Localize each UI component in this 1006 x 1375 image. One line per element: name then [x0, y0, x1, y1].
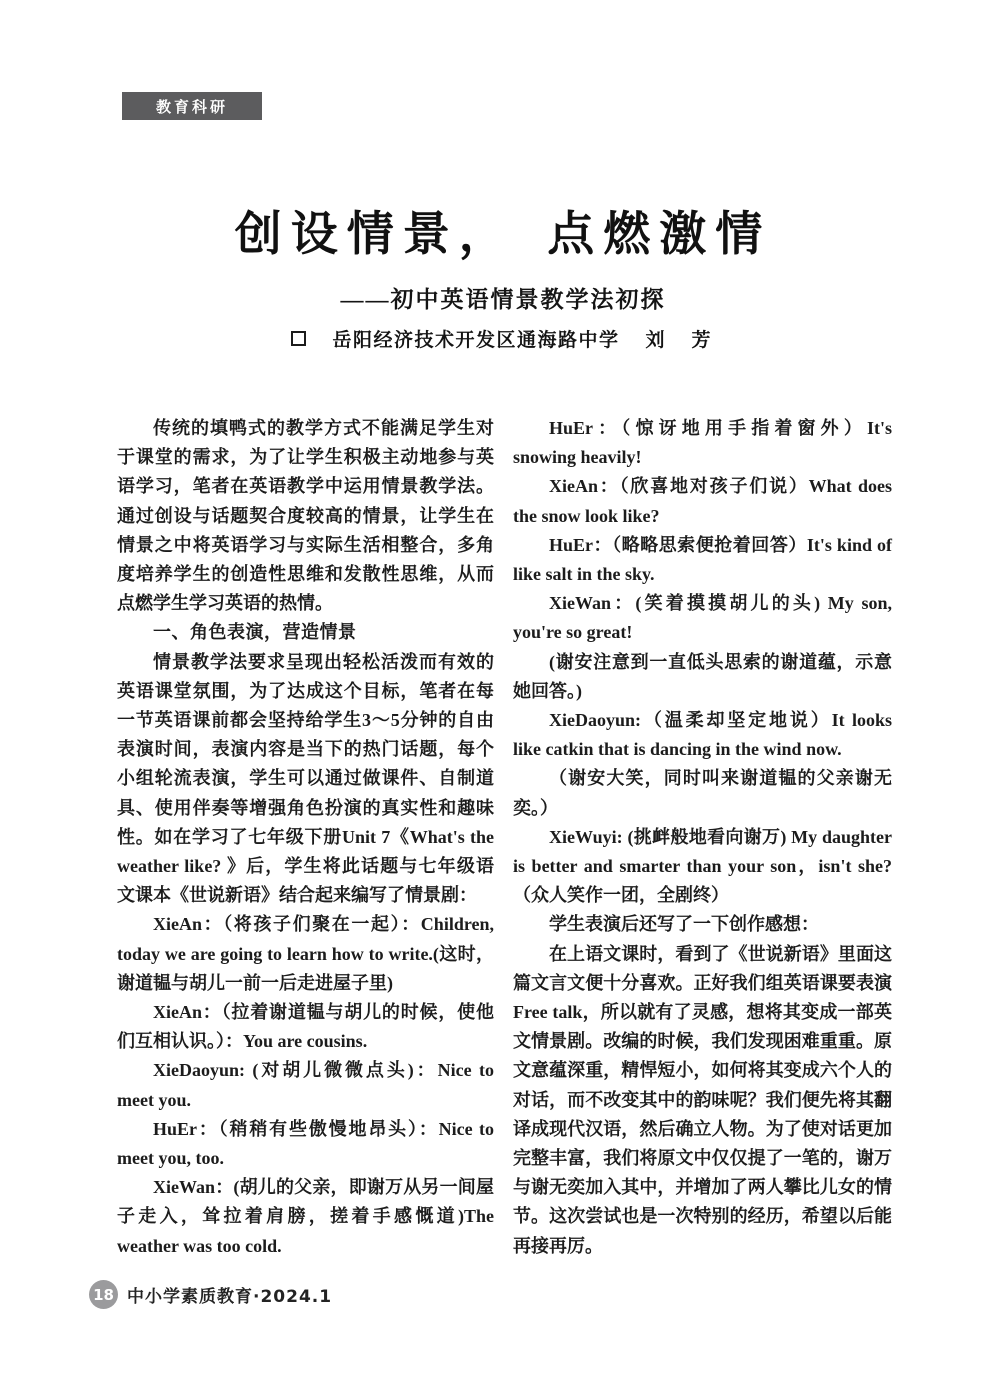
right-column: [513, 414, 892, 1261]
article-title: 创设情景， 点燃激情: [234, 207, 772, 262]
dialogue-line: HuEr：（略略思索便抢着回答）It's kind of like salt in the sky.: [513, 534, 892, 585]
category-badge: 教育科研: [122, 92, 262, 120]
page-footer: [89, 1280, 332, 1309]
journal-name: 中小学素质教育·2024.1: [127, 1287, 333, 1307]
dialogue-line: XieDaoyun:（温柔却坚定地说）It looks like catkin that is dancing in the wind now.: [513, 710, 892, 760]
paragraph: 传统的填鸭式的教学方式不能满足学生对于课堂的需求，为了让学生积极主动地参与英语学习，笔者在英语教学中运用情景教学法。通过创设与话题契合度较高的情景，让学生在情景之中将英语学习与实际生活相整合，多角度培养学生的创造性思维和发散性思维，从而点燃学生学习英语的热情。: [117, 418, 494, 614]
paragraph: 在上语文课时，看到了《世说新语》里面这篇文言文便十分喜欢。正好我们组英语课要表演Free talk，所以就有了灵感，想将其变成一部英文情景剧。改编的时候，我们发现困难重重。原文意蕴深重，精悍短小，如何将其变成六个人的对话，而不改变其中的韵味呢？我们便先将其翻译成现代汉语，然后确立人物。为了使对话更加完整丰富，我们将原文中仅仅提了一笔的，谢万与谢无奕加入其中，并增加了两人攀比儿女的情节。这次尝试也是一次特别的经历，希望以后能再接再厉。: [513, 943, 892, 1256]
dialogue-line: （谢安大笑，同时叫来谢道韫的父亲谢无奕。）: [513, 768, 892, 818]
author-affiliation: 岳阳经济技术开发区通海路中学: [332, 330, 620, 351]
dialogue-line: XieAn：（拉着谢道韫与胡儿的时候，使他们互相认识。）：You are cousins.: [117, 1002, 494, 1052]
dialogue-line: XieAn：（将孩子们聚在一起）：Children, today we are going to learn how to write.(这时，谢道韫与胡儿一前一后走进屋子里): [117, 914, 494, 993]
dialogue-line: XieAn：（欣喜地对孩子们说）What does the snow look like?: [513, 476, 892, 526]
dialogue-line: XieWan：(胡儿的父亲，即谢万从另一间屋子走入，耸拉着肩膀，搓着手感慨道)The weather was too cold.: [117, 1177, 494, 1256]
author-line: [0, 325, 1006, 352]
square-bullet-icon: [291, 331, 306, 346]
article-subtitle: ——初中英语情景教学法初探: [340, 287, 666, 312]
section-heading: 一、角色表演，营造情景: [153, 622, 357, 644]
paragraph: 情景教学法要求呈现出轻松活泼而有效的英语课堂氛围，为了达成这个目标，笔者在每一节英语课前都会坚持给学生3～5分钟的自由表演时间，表演内容是当下的热门话题，每个小组轮流表演，学生可以通过做课件、自制道具、使用伴奏等增强角色扮演的真实性和趣味性。如在学习了七年级下册Unit 7《What's the weather like? 》后，学生将此话题与七年级语文课本《世说新语》结合起来编写了情景剧：: [117, 651, 494, 906]
dialogue-line: HuEr：（稍稍有些傲慢地昂头）：Nice to meet you, too.: [117, 1118, 494, 1169]
dialogue-line: HuEr：（惊讶地用手指着窗外）It's snowing heavily!: [513, 418, 892, 468]
paragraph: 学生表演后还写了一下创作感想：: [549, 914, 819, 935]
author-name: 刘 芳: [645, 330, 715, 351]
left-column: [117, 414, 494, 1261]
dialogue-line: (谢安注意到一直低头思索的谢道蕴，示意她回答。): [513, 651, 892, 701]
dialogue-line: XieDaoyun: (对胡儿微微点头)：Nice to meet you.: [117, 1060, 494, 1110]
dialogue-line: XieWuyi: (挑衅般地看向谢万) My daughter is better and smarter than your son，isn't she?（众人笑作一团，全剧终）: [513, 826, 892, 906]
dialogue-line: XieWan：(笑着摸摸胡儿的头) My son, you're so great!: [513, 593, 892, 643]
page-number-badge: 18: [89, 1280, 118, 1309]
